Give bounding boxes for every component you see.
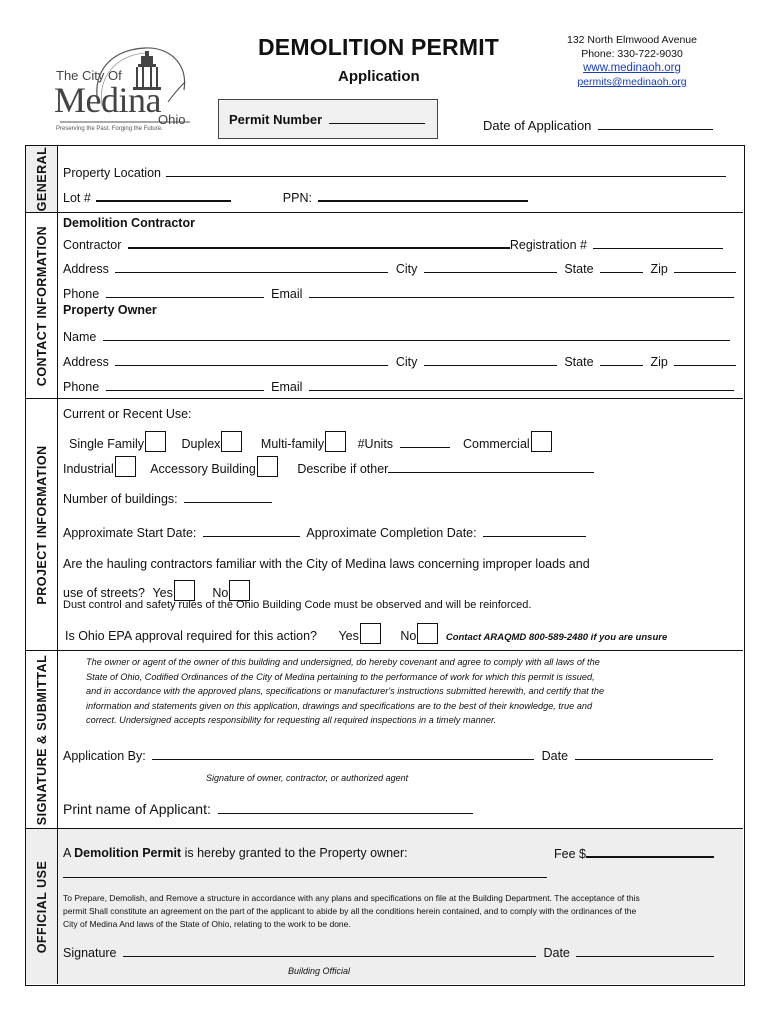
demolition-contractor-heading: Demolition Contractor	[63, 216, 195, 230]
website-link[interactable]: www.medinaoh.org	[583, 62, 681, 74]
terms-line: To Prepare, Demolish, and Remove a structure in accordance with any plans and specifications on file at the Building Department. The acceptance of this	[63, 893, 640, 903]
section-contact-information	[26, 213, 743, 399]
commercial-label: Commercial	[463, 437, 530, 451]
hauling-question-line-2: use of streets?	[63, 586, 145, 600]
accessory-building-label: Accessory Building	[150, 462, 256, 476]
start-date-label: Approximate Start Date:	[63, 526, 197, 540]
epa-no-label: No	[400, 629, 417, 643]
hauling-question-line-1: Are the hauling contractors familiar with the City of Medina laws concerning improper loads and	[63, 557, 590, 571]
print-name-field[interactable]	[218, 801, 473, 814]
contractor-email-label: Email	[271, 287, 303, 301]
number-of-buildings-label: Number of buildings:	[63, 492, 178, 506]
covenant-line: and in accordance with the approved plans, specifications or manufacturer's instructions submitted herewith, and certify that the	[86, 686, 605, 696]
property-location-label: Property Location	[63, 166, 161, 180]
permit-number-label: Permit Number	[229, 112, 323, 127]
grant-permit-type: Demolition Permit	[74, 846, 182, 860]
grant-suffix: is hereby granted to the Property owner:	[184, 846, 408, 860]
number-of-buildings-field[interactable]	[184, 491, 272, 503]
permit-number-field[interactable]	[329, 112, 425, 124]
duplex-checkbox[interactable]	[221, 431, 242, 452]
side-label-general: GENERAL	[34, 146, 49, 212]
fee-label: Fee $	[554, 847, 586, 861]
accessory-building-checkbox[interactable]	[257, 456, 278, 477]
describe-other-field[interactable]	[388, 461, 594, 473]
date-of-application-label: Date of Application	[483, 118, 592, 133]
application-by-label: Application By:	[63, 749, 146, 763]
property-owner-heading: Property Owner	[63, 303, 157, 317]
department-address: 132 North Elmwood Avenue	[567, 34, 697, 46]
covenant-line: State of Ohio, Codified Ordinances of the City of Medina pertaining to the performance of work for which this permit is issued,	[86, 671, 595, 682]
owner-name-field[interactable]	[103, 329, 730, 341]
side-label-official-use: OFFICIAL USE	[34, 860, 49, 953]
contractor-zip-label: Zip	[650, 262, 668, 276]
side-label-contact-information: CONTACT INFORMATION	[34, 225, 49, 386]
terms-line: permit Shall constitute an agreement on the part of the applicant to abide by all the conditions herein contained, and to comply with the ordinances of the	[63, 906, 637, 916]
epa-contact-note: Contact ARAQMD 800-589-2480 if you are unsure	[445, 632, 668, 643]
registration-label: Registration #	[509, 238, 587, 252]
epa-yes-checkbox[interactable]	[360, 623, 381, 644]
logo-text-ohio: Ohio	[158, 112, 186, 127]
contractor-field[interactable]	[128, 237, 510, 249]
start-date-field[interactable]	[203, 525, 300, 537]
owner-address-label: Address	[63, 355, 109, 369]
official-signature-label: Signature	[63, 946, 117, 960]
use-checkbox-row-2	[63, 456, 594, 477]
hauling-no-label: No	[212, 586, 229, 600]
lot-label: Lot #	[63, 191, 91, 205]
logo-tagline: Preserving the Past. Forging the Future.	[56, 126, 163, 132]
property-location-field[interactable]	[166, 165, 726, 177]
single-family-checkbox[interactable]	[145, 431, 166, 452]
city-logo	[50, 42, 200, 137]
department-phone: Phone: 330-722-9030	[581, 48, 683, 60]
official-signature-field[interactable]	[123, 945, 536, 957]
page-title: DEMOLITION PERMIT	[258, 34, 500, 60]
hauling-yes-checkbox[interactable]	[174, 580, 195, 601]
owner-state-label: State	[564, 355, 594, 369]
ppn-field[interactable]	[318, 190, 528, 202]
owner-email-field[interactable]	[309, 379, 734, 391]
print-name-row	[63, 801, 473, 817]
grant-prefix: A	[63, 846, 71, 860]
owner-phone-row	[63, 379, 734, 394]
owner-city-label: City	[395, 355, 418, 369]
lot-ppn-row	[63, 190, 528, 205]
multi-family-label: Multi-family	[260, 437, 325, 451]
contractor-state-field[interactable]	[600, 261, 643, 273]
terms-line: City of Medina And laws of the State of Ohio, relating to the work to be done.	[63, 919, 351, 929]
side-label-signature-submittal: SIGNATURE & SUBMITTAL	[34, 654, 49, 825]
contractor-address-field[interactable]	[115, 261, 388, 273]
epa-yes-label: Yes	[338, 629, 359, 643]
date-of-application	[483, 118, 713, 133]
contractor-phone-row	[63, 286, 734, 301]
official-signature-row	[63, 945, 714, 960]
permit-number-box[interactable]	[218, 99, 438, 139]
owner-zip-label: Zip	[650, 355, 668, 369]
side-label-project-information: PROJECT INFORMATION	[34, 444, 49, 605]
hauling-yes-label: Yes	[152, 586, 173, 600]
official-date-field[interactable]	[576, 945, 714, 957]
owner-email-label: Email	[271, 380, 303, 394]
section-official-use	[26, 829, 743, 984]
building-official-caption: Building Official	[288, 966, 351, 976]
department-contact	[552, 33, 712, 89]
ppn-label: PPN:	[282, 191, 312, 205]
contractor-city-field[interactable]	[424, 261, 557, 273]
grant-row	[63, 846, 408, 860]
covenant-statement	[86, 655, 604, 728]
contractor-label: Contractor	[63, 238, 122, 252]
applicant-signature-field[interactable]	[152, 748, 534, 760]
signature-caption: Signature of owner, contractor, or authorized agent	[206, 773, 409, 783]
email-link[interactable]: permits@medinaoh.org	[577, 76, 687, 88]
epa-no-checkbox[interactable]	[417, 623, 438, 644]
application-date-label: Date	[541, 749, 569, 763]
owner-address-row	[63, 354, 736, 369]
contractor-phone-label: Phone	[63, 287, 100, 301]
property-owner-field[interactable]	[63, 866, 547, 878]
epa-question-row	[65, 623, 667, 644]
commercial-checkbox[interactable]	[531, 431, 552, 452]
logo-text-city-of: The City Of	[56, 68, 122, 83]
units-label: #Units	[357, 437, 394, 451]
lot-field[interactable]	[96, 190, 231, 202]
owner-phone-label: Phone	[63, 380, 100, 394]
hauling-question-row	[63, 580, 252, 601]
section-general	[26, 146, 743, 213]
completion-date-field[interactable]	[483, 525, 586, 537]
fee-row	[554, 846, 714, 861]
owner-name-row	[63, 329, 730, 344]
owner-phone-field[interactable]	[106, 379, 264, 391]
contractor-state-label: State	[564, 262, 594, 276]
permit-terms	[63, 892, 640, 931]
property-location-row	[63, 165, 726, 180]
owner-zip-field[interactable]	[674, 354, 736, 366]
contractor-city-label: City	[395, 262, 418, 276]
duplex-label: Duplex	[181, 437, 221, 451]
use-checkbox-row-1	[69, 431, 554, 452]
contractor-address-row	[63, 261, 736, 276]
owner-address-field[interactable]	[115, 354, 388, 366]
contractor-address-label: Address	[63, 262, 109, 276]
official-date-label: Date	[543, 946, 570, 960]
logo-text-medina: Medina	[54, 80, 161, 120]
fee-field[interactable]	[586, 846, 714, 858]
single-family-label: Single Family	[69, 437, 145, 451]
number-of-buildings-row	[63, 491, 272, 506]
covenant-line: information and statements given on this application, drawings and specifications are to the best of their knowledge, true and	[86, 700, 593, 711]
units-field[interactable]	[400, 436, 450, 448]
contractor-phone-field[interactable]	[106, 286, 264, 298]
section-project-information	[26, 399, 743, 651]
contractor-email-field[interactable]	[309, 286, 734, 298]
industrial-label: Industrial	[63, 462, 114, 476]
application-date-field[interactable]	[575, 748, 713, 760]
page-subtitle: Application	[338, 68, 420, 85]
covenant-line: The owner or agent of the owner of this building and undersigned, do hereby covenant and agree to comply with all laws of the	[86, 657, 600, 667]
dust-control-note: Dust control and safety rules of the Ohio Building Code must be observed and will be reinforced.	[63, 599, 532, 611]
section-signature-submittal	[26, 651, 743, 829]
describe-other-label: Describe if other	[297, 462, 389, 476]
registration-field[interactable]	[593, 237, 723, 249]
print-name-label: Print name of Applicant:	[63, 801, 211, 817]
industrial-checkbox[interactable]	[115, 456, 136, 477]
multi-family-checkbox[interactable]	[325, 431, 346, 452]
epa-question-label: Is Ohio EPA approval required for this action?	[65, 629, 317, 643]
owner-name-label: Name	[63, 330, 97, 344]
hauling-no-checkbox[interactable]	[229, 580, 250, 601]
application-by-row	[63, 748, 713, 763]
contractor-zip-field[interactable]	[674, 261, 736, 273]
covenant-line: correct. Undersigned accepts responsibility for requesting all required inspections in a timely manner.	[86, 715, 497, 725]
current-use-label: Current or Recent Use:	[63, 407, 192, 421]
owner-city-field[interactable]	[424, 354, 557, 366]
owner-state-field[interactable]	[600, 354, 643, 366]
permit-form	[25, 145, 745, 986]
completion-date-label: Approximate Completion Date:	[306, 526, 477, 540]
contractor-row	[63, 237, 723, 252]
date-of-application-field[interactable]	[598, 118, 713, 130]
dates-row	[63, 525, 586, 540]
